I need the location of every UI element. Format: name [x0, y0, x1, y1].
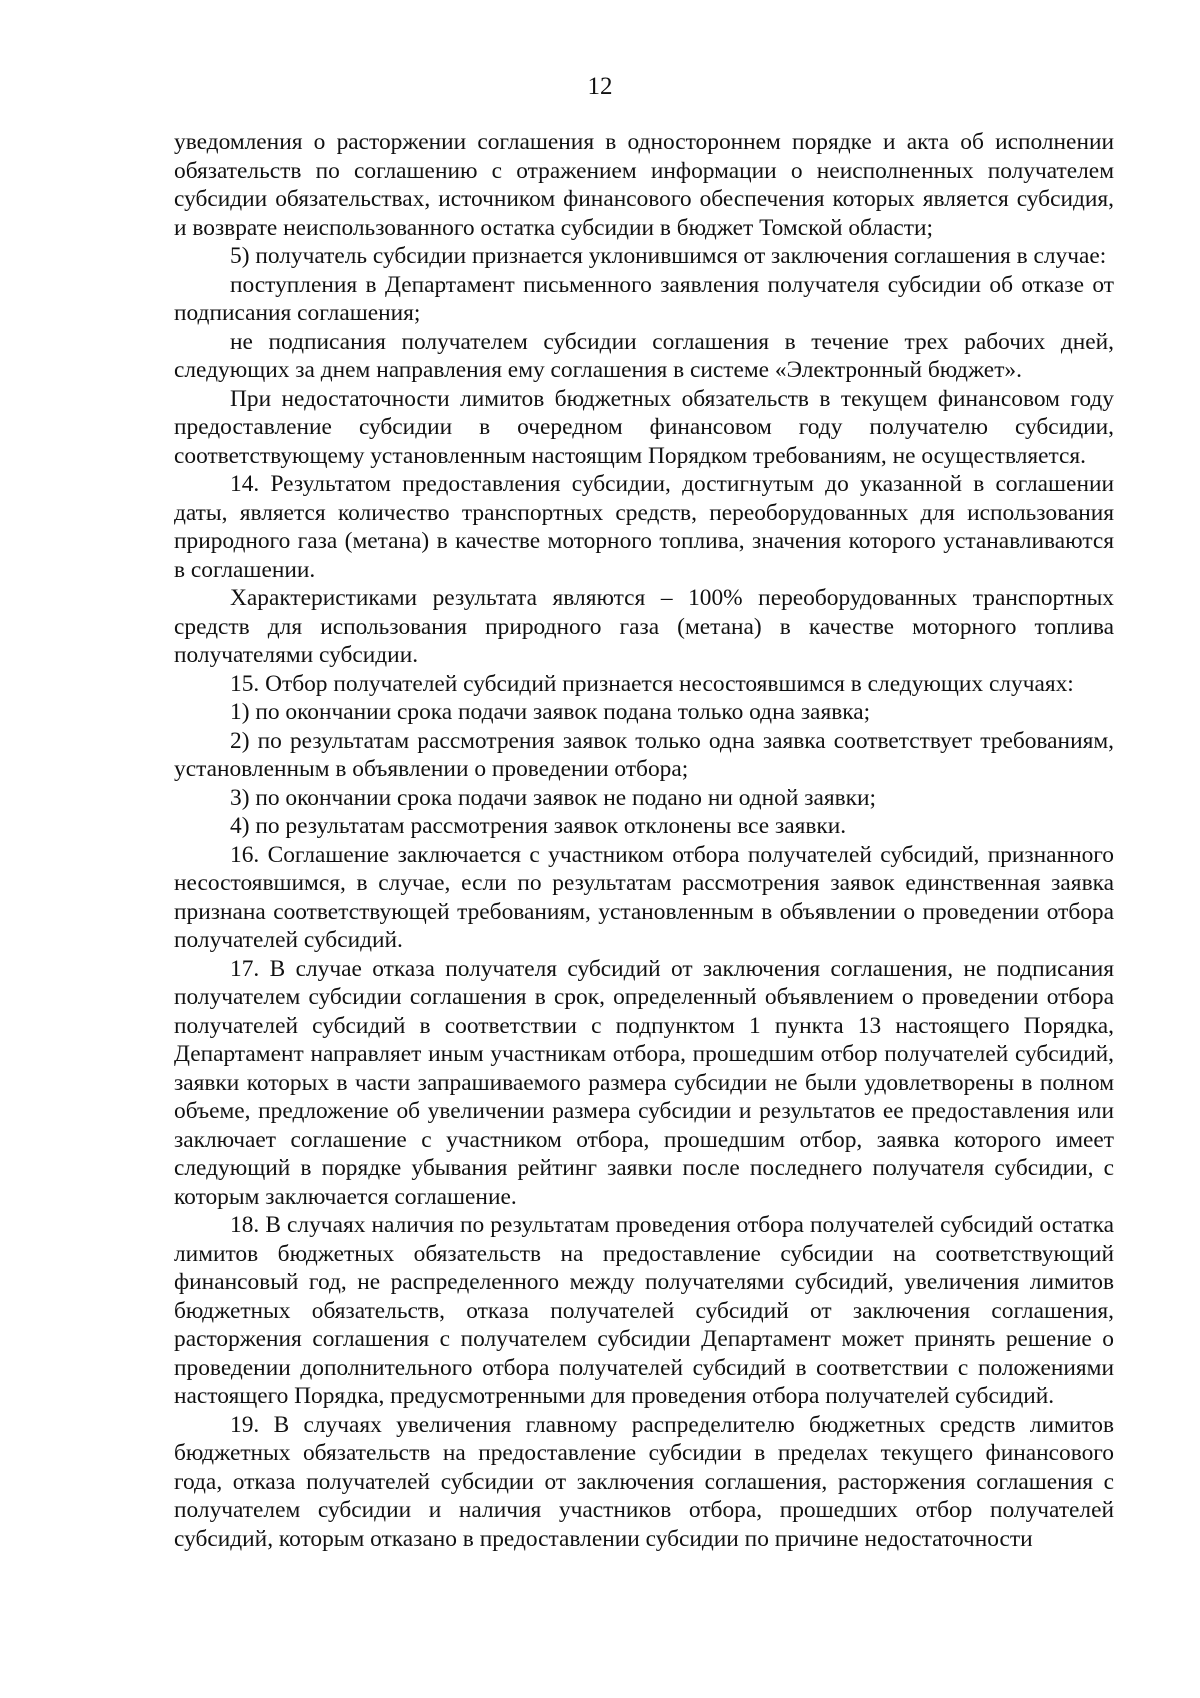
paragraph-clause-15-item-4: 4) по результатам рассмотрения заявок отклонены все заявки. — [230, 813, 847, 839]
paragraph-continuation: уведомления о расторжении соглашения в одностороннем порядке и акта об исполнении обязательств по соглашению с отражением информации о неисполненных получателем субсидии обязательствах, источником финансового обеспечения которых является субсидия, и возврате неиспользованного остатка субсидии в бюджет Томской области; — [174, 129, 1114, 241]
paragraph-case-not-signed: не подписания получателем субсидии соглашения в течение трех рабочих дней, следующих за днем направления ему соглашения в системе «Электронный бюджет». — [174, 328, 1114, 383]
paragraph-clause-18: 18. В случаях наличия по результатам проведения отбора получателей субсидий остатка лимитов бюджетных обязательств на предоставление субсидии на соответствующий финансовый год, не распределенного между получателями субсидий, увеличения лимитов бюджетных обязательств, отказа получателей субсидий от заключения соглашения, расторжения соглашения с получателем субсидии Департамент может принять решение о проведении дополнительного отбора получателей субсидий в соответствии с положениями настоящего Порядка, предусмотренными для проведения отбора получателей субсидий. — [174, 1212, 1114, 1409]
paragraph-case-written-refusal: поступления в Департамент письменного заявления получателя субсидии об отказе от подписания соглашения; — [174, 271, 1114, 326]
paragraph-result-characteristics: Характеристиками результата являются – 100% переоборудованных транспортных средств для использования природного газа (метана) в качестве моторного топлива получателями субсидии. — [174, 585, 1114, 668]
paragraph-clause-15-item-1: 1) по окончании срока подачи заявок подана только одна заявка; — [230, 699, 871, 725]
paragraph-clause-14: 14. Результатом предоставления субсидии, достигнутым до указанной в соглашении даты, является количество транспортных средств, переоборудованных для использования природного газа (метана) в качестве моторного топлива, значения которого устанавливаются в соглашении. — [174, 471, 1114, 583]
paragraph-clause-17: 17. В случае отказа получателя субсидий от заключения соглашения, не подписания получателем субсидии соглашения в срок, определенный объявлением о проведении отбора получателей субсидий в соответствии с подпунктом 1 пункта 13 настоящего Порядка, Департамент направляет иным участникам отбора, прошедшим отбор получателей субсидий, заявки которых в части запрашиваемого размера субсидии не были удовлетворены в полном объеме, предложение об увеличении размера субсидии и результатов ее предоставления или заключает соглашение с участником отбора, прошедшим отбор, заявка которого имеет следующий в порядке убывания рейтинг заявки после последнего получателя субсидии, с которым заключается соглашение. — [174, 955, 1114, 1210]
paragraph-clause-16: 16. Соглашение заключается с участником отбора получателей субсидий, признанного несостоявшимся, в случае, если по результатам рассмотрения заявок единственная заявка признана соответствующей требованиям, установленным в объявлении о проведении отбора получателей субсидий. — [174, 841, 1114, 953]
page-number: 12 — [587, 73, 613, 100]
paragraph-insufficient-limits: При недостаточности лимитов бюджетных обязательств в текущем финансовом году предоставление субсидии в очередном финансовом году получателю субсидии, соответствующему установленным настоящим Порядком требованиям, не осуществляется. — [174, 385, 1114, 469]
paragraph-item-5: 5) получатель субсидии признается уклонившимся от заключения соглашения в случае: — [230, 243, 1107, 269]
paragraph-clause-15-item-2: 2) по результатам рассмотрения заявок только одна заявка соответствует требованиям, установленным в объявлении о проведении отбора; — [174, 727, 1114, 782]
paragraph-clause-19: 19. В случаях увеличения главному распределителю бюджетных средств лимитов бюджетных обязательств на предоставление субсидии в пределах текущего финансового года, отказа получателей субсидии от заключения соглашения, расторжения соглашения с получателем субсидии и наличия участников отбора, прошедших отбор получателей субсидий, которым отказано в предоставлении субсидии по причине недостаточности — [174, 1411, 1114, 1552]
paragraph-clause-15: 15. Отбор получателей субсидий признается несостоявшимся в следующих случаях: — [230, 670, 1074, 697]
paragraph-clause-15-item-3: 3) по окончании срока подачи заявок не подано ни одной заявки; — [230, 784, 877, 811]
document-body — [174, 128, 1114, 1553]
